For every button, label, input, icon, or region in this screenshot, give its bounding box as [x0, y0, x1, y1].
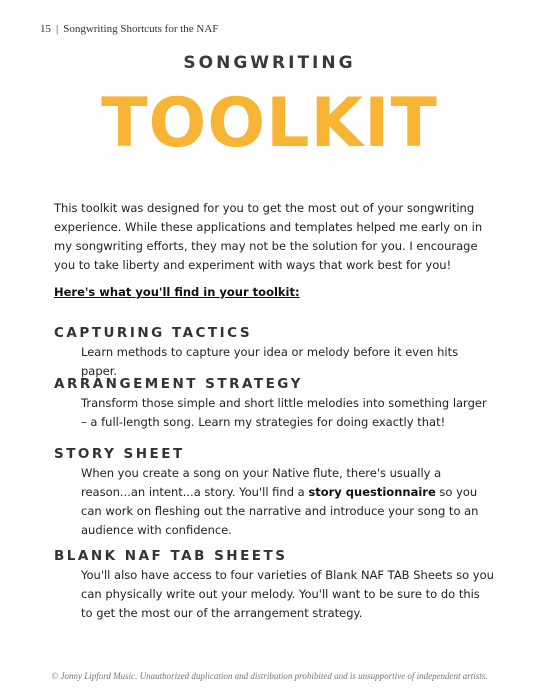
- section-heading: ARRANGEMENT STRATEGY: [54, 376, 303, 392]
- section-heading: CAPTURING TACTICS: [54, 325, 253, 341]
- section-body-text: so you can work on fleshing out the narrative and introduce your song to an audience with confidence.: [81, 485, 479, 537]
- intro-paragraph: This toolkit was designed for you to get the most out of your songwriting experience. While these applications and templates helped me early on in my songwriting efforts, they may not be the solution for you. I encourage you to take liberty and experiment with ways that work best for you!: [54, 201, 483, 272]
- section-body: Learn methods to capture your idea or melody before it even hits paper.: [81, 345, 459, 378]
- section-capturing-tactics: [54, 323, 494, 381]
- title-kicker: SONGWRITING: [183, 53, 356, 73]
- header-separator: |: [56, 23, 59, 35]
- section-story-sheet: [54, 444, 494, 540]
- running-header: [40, 23, 218, 35]
- page-title: TOOLKIT: [101, 84, 438, 163]
- section-arrangement-strategy: [54, 374, 494, 432]
- section-heading: STORY SHEET: [54, 446, 185, 462]
- section-body: [54, 464, 494, 540]
- section-blank-naf-tab-sheets: [54, 546, 494, 623]
- copyright-footer: © Jonny Lipford Music. Unauthorized duplication and distribution prohibited and is unsupportive of independent artists.: [51, 671, 488, 681]
- book-title: Songwriting Shortcuts for the NAF: [63, 23, 219, 35]
- toolkit-contents-heading: Here's what you'll find in your toolkit:: [54, 285, 300, 299]
- page-number: 15: [40, 23, 51, 35]
- section-body: You'll also have access to four varieties of Blank NAF TAB Sheets so you can physically write out your melody. You'll want to be sure to do this to get the most our of the arrangement strategy.: [81, 568, 494, 620]
- story-questionnaire-emphasis: story questionnaire: [308, 485, 436, 499]
- section-heading: BLANK NAF TAB SHEETS: [54, 548, 288, 564]
- section-body: Transform those simple and short little melodies into something larger – a full-length song. Learn my strategies for doing exactly that!: [81, 396, 487, 429]
- section-body-text: When you create a song on your Native flute, there's usually a reason...an intent...a story. You'll find a: [81, 466, 442, 499]
